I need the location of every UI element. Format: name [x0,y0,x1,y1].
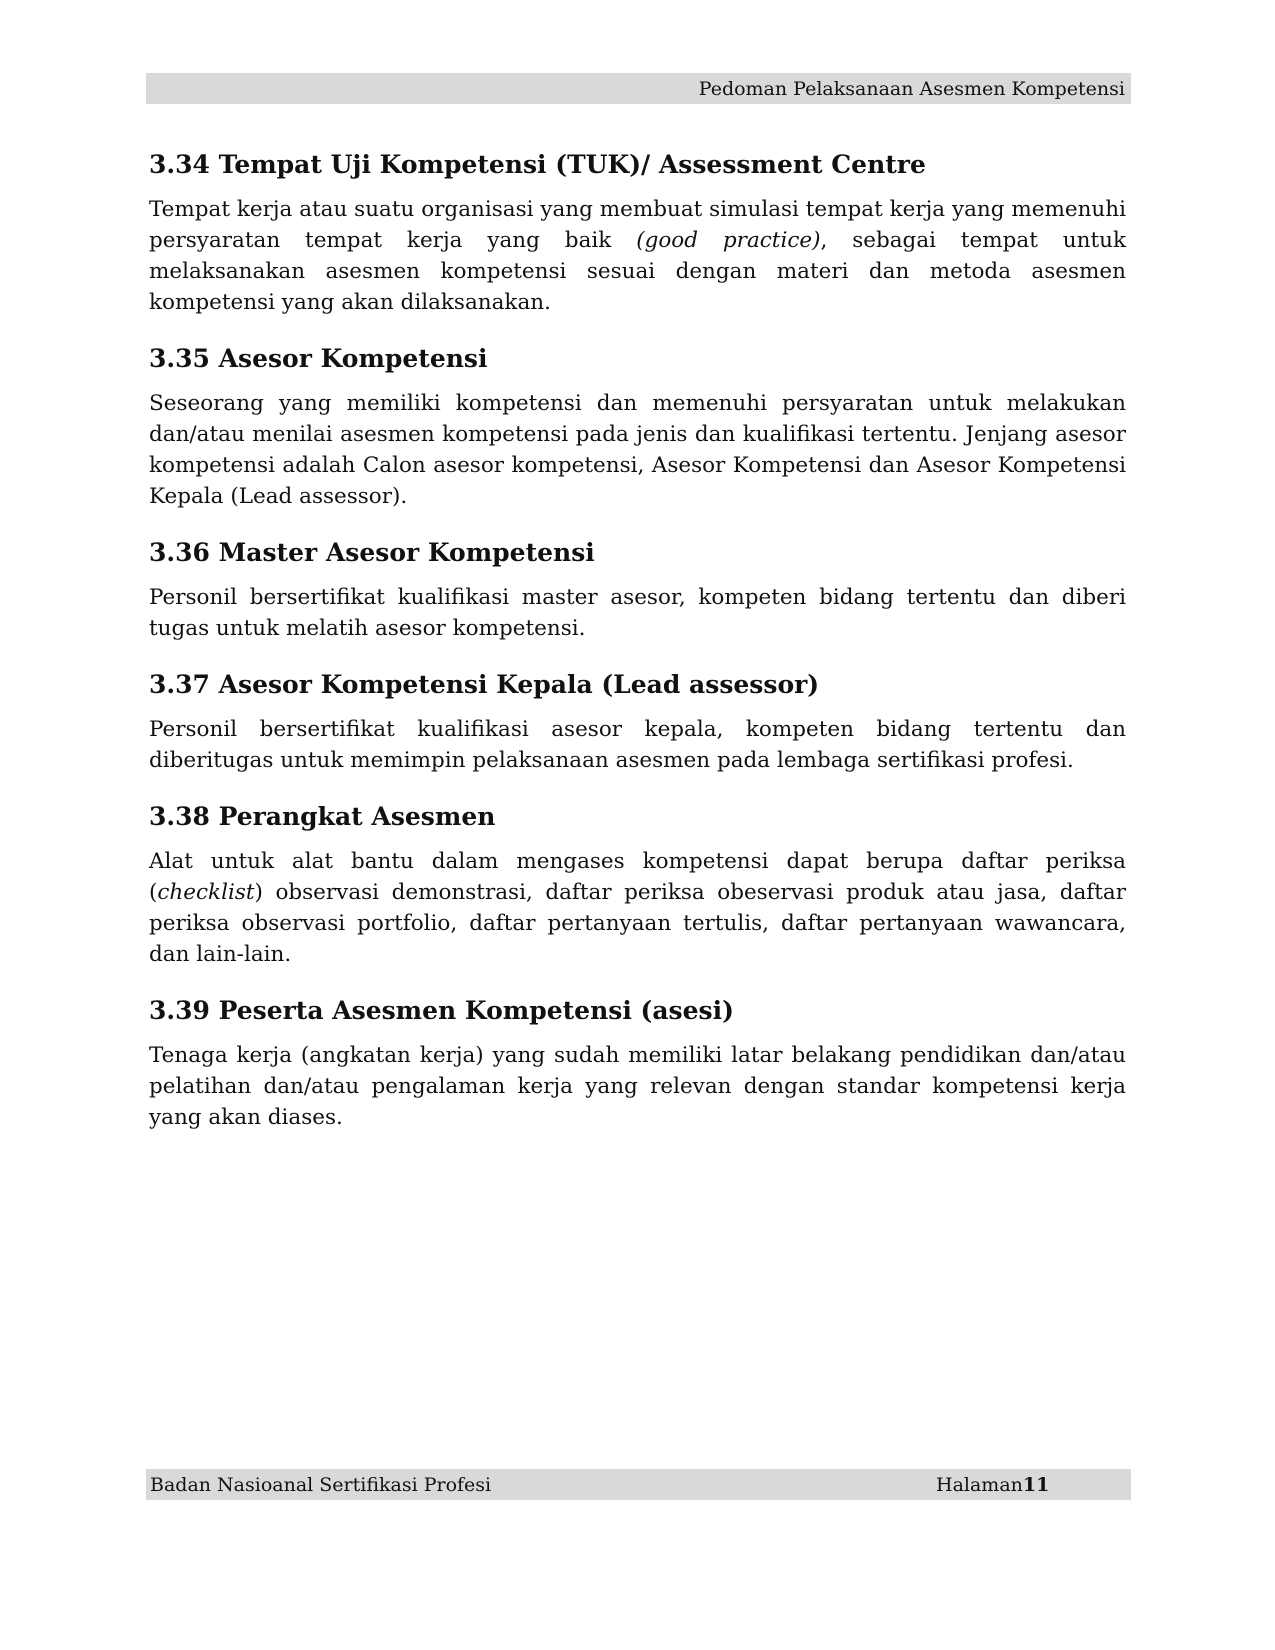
page-header [146,73,1131,104]
document-body [149,148,1126,1157]
text-run: Alat untuk alat bantu dalam mengases kompetensi dapat berupa daftar periksa ( [149,849,1126,905]
section-heading: 3.34 Tempat Uji Kompetensi (TUK)/ Assessment Centre [149,150,926,179]
section-paragraph [149,194,1126,318]
section-heading: 3.36 Master Asesor Kompetensi [149,538,595,567]
section-paragraph: Personil bersertifikat kualifikasi master asesor, kompeten bidang tertentu dan diberi tugas untuk melatih asesor kompetensi. [149,585,1126,641]
section-paragraph: Seseorang yang memiliki kompetensi dan memenuhi persyaratan untuk melakukan dan/atau menilai asesmen kompetensi pada jenis dan kualifikasi tertentu. Jenjang asesor kompetensi adalah Calon asesor kompetensi, Asesor Kompetensi dan Asesor Kompetensi Kepala (Lead assessor). [149,391,1126,509]
page-number: 11 [1022,1474,1050,1496]
text-run: Tempat kerja atau suatu organisasi yang membuat simulasi tempat kerja yang memenuhi persyaratan tempat kerja yang baik [149,197,1126,253]
section-3-39 [149,994,1126,1133]
section-heading: 3.37 Asesor Kompetensi Kepala (Lead assessor) [149,670,820,699]
section-heading: 3.35 Asesor Kompetensi [149,344,488,373]
section-3-36 [149,536,1126,644]
page-footer [146,1469,1131,1500]
italic-term: (good practice) [636,228,821,253]
text-run: ) observasi demonstrasi, daftar periksa obeservasi produk atau jasa, daftar periksa observasi portfolio, daftar pertanyaan tertulis, daftar pertanyaan wawancara, dan lain-lain. [149,880,1126,967]
document-title: Pedoman Pelaksanaan Asesmen Kompetensi [698,78,1125,100]
text-run: , sebagai tempat untuk melaksanakan asesmen kompetensi sesuai dengan materi dan metoda asesmen kompetensi yang akan dilaksanakan. [149,228,1126,315]
section-paragraph: Tenaga kerja (angkatan kerja) yang sudah memiliki latar belakang pendidikan dan/atau pelatihan dan/atau pengalaman kerja yang relevan dengan standar kompetensi kerja yang akan diases. [149,1043,1126,1130]
section-3-35 [149,342,1126,512]
italic-term: checklist [157,880,255,905]
page-label: Halaman [936,1474,1023,1496]
section-3-34 [149,148,1126,318]
section-paragraph [149,846,1126,970]
section-paragraph: Personil bersertifikat kualifikasi asesor kepala, kompeten bidang tertentu dan diberitugas untuk memimpin pelaksanaan asesmen pada lembaga sertifikasi profesi. [149,717,1126,773]
footer-organization: Badan Nasioanal Sertifikasi Profesi [150,1474,492,1496]
section-heading: 3.38 Perangkat Asesmen [149,802,496,831]
section-heading: 3.39 Peserta Asesmen Kompetensi (asesi) [149,996,734,1025]
page-number-label [936,1473,1049,1497]
section-3-37 [149,668,1126,776]
section-3-38 [149,800,1126,970]
